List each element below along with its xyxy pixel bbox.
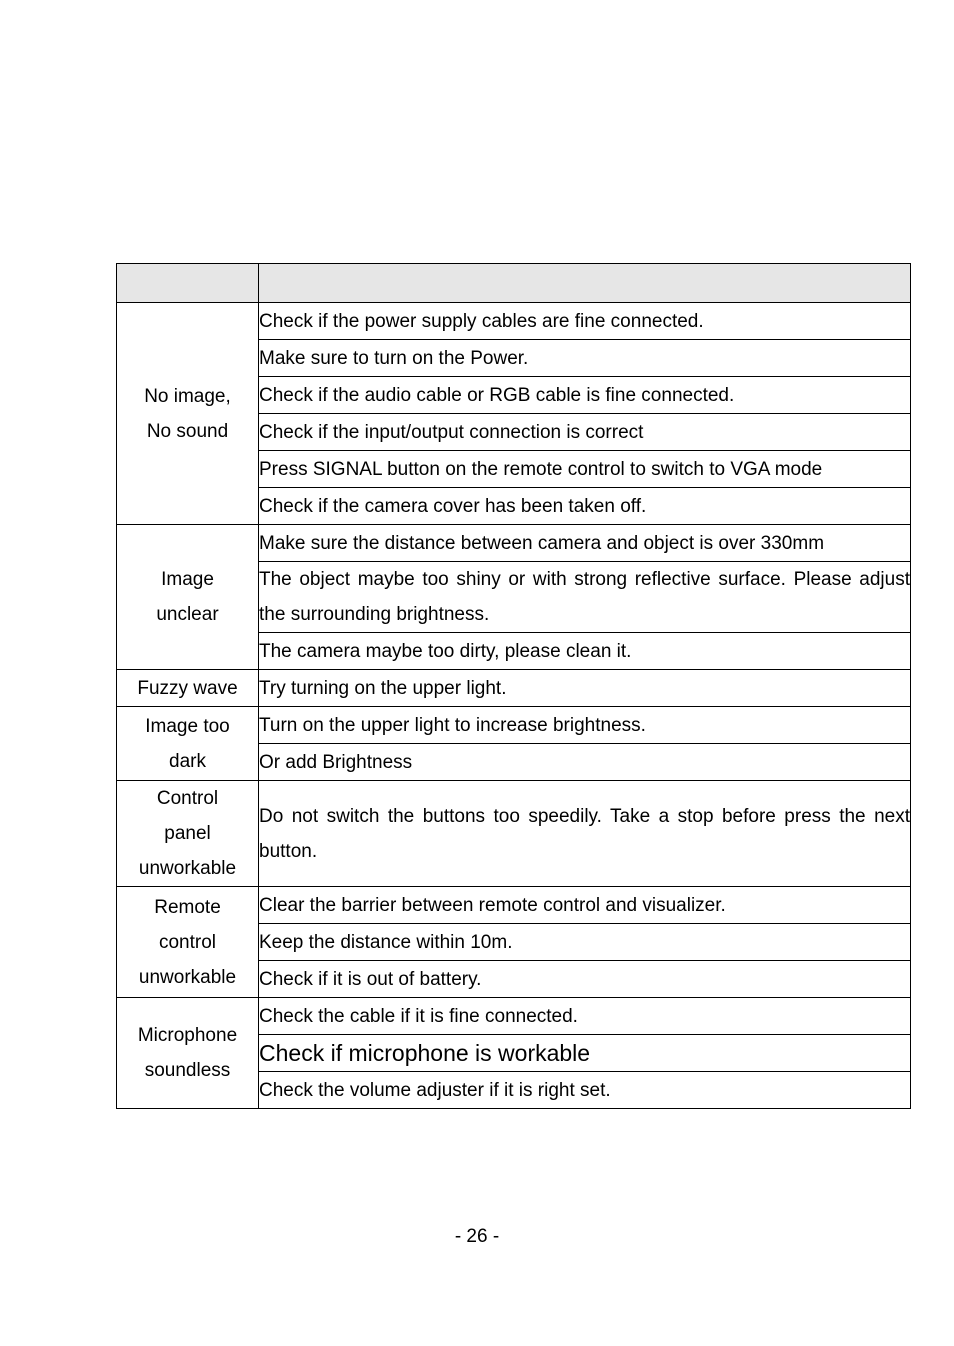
table-row bbox=[117, 781, 911, 887]
table-row bbox=[117, 525, 911, 562]
problem-cell-remote-control-unworkable bbox=[117, 887, 259, 998]
problem-label: Remote control unworkable bbox=[138, 896, 237, 988]
header-problem-cell bbox=[117, 264, 259, 303]
problem-label: Control panel unworkable bbox=[138, 788, 237, 879]
solution-cell: Make sure the distance between camera and object is over 330mm bbox=[259, 525, 911, 562]
solution-cell: Check if the audio cable or RGB cable is fine connected. bbox=[259, 377, 911, 414]
solution-cell: Try turning on the upper light. bbox=[259, 670, 911, 707]
solution-cell: Turn on the upper light to increase brightness. bbox=[259, 707, 911, 744]
solution-cell: The camera maybe too dirty, please clean it. bbox=[259, 633, 911, 670]
solution-cell: Do not switch the buttons too speedily. Take a stop before press the next button. bbox=[259, 781, 911, 887]
table-row bbox=[117, 670, 911, 707]
solution-cell: Check the volume adjuster if it is right set. bbox=[259, 1072, 911, 1109]
problem-cell-image-too-dark bbox=[117, 707, 259, 781]
solution-cell: Check the cable if it is fine connected. bbox=[259, 998, 911, 1035]
solution-cell: Check if the camera cover has been taken off. bbox=[259, 488, 911, 525]
problem-label: Microphone soundless bbox=[137, 1025, 238, 1081]
solution-cell: The object maybe too shiny or with strong reflective surface. Please adjust the surrounding brightness. bbox=[259, 562, 911, 633]
problem-cell-fuzzy-wave bbox=[117, 670, 259, 707]
problem-label: Fuzzy wave bbox=[137, 677, 238, 699]
problem-cell-control-panel-unworkable bbox=[117, 781, 259, 887]
table-row bbox=[117, 303, 911, 340]
troubleshooting-table bbox=[116, 263, 911, 1109]
solution-cell: Check if the power supply cables are fine connected. bbox=[259, 303, 911, 340]
solution-cell: Check if the input/output connection is correct bbox=[259, 414, 911, 451]
solution-cell: Clear the barrier between remote control and visualizer. bbox=[259, 887, 911, 924]
solution-cell: Check if microphone is workable bbox=[259, 1035, 911, 1072]
table-row bbox=[117, 707, 911, 744]
page-number: - 26 - bbox=[454, 1226, 500, 1247]
solution-cell: Or add Brightness bbox=[259, 744, 911, 781]
problem-cell-no-image-no-sound bbox=[117, 303, 259, 525]
table-row bbox=[117, 887, 911, 924]
header-solution-cell bbox=[259, 264, 911, 303]
problem-cell-microphone-soundless bbox=[117, 998, 259, 1109]
problem-label: Image unclear bbox=[156, 569, 219, 625]
solution-cell: Press SIGNAL button on the remote control to switch to VGA mode bbox=[259, 451, 911, 488]
problem-label: No image, No sound bbox=[144, 385, 231, 442]
table-header-row bbox=[117, 264, 911, 303]
problem-label: Image too dark bbox=[145, 715, 230, 772]
solution-cell: Check if it is out of battery. bbox=[259, 961, 911, 998]
problem-cell-image-unclear bbox=[117, 525, 259, 670]
table-row bbox=[117, 998, 911, 1035]
solution-cell: Make sure to turn on the Power. bbox=[259, 340, 911, 377]
solution-cell: Keep the distance within 10m. bbox=[259, 924, 911, 961]
